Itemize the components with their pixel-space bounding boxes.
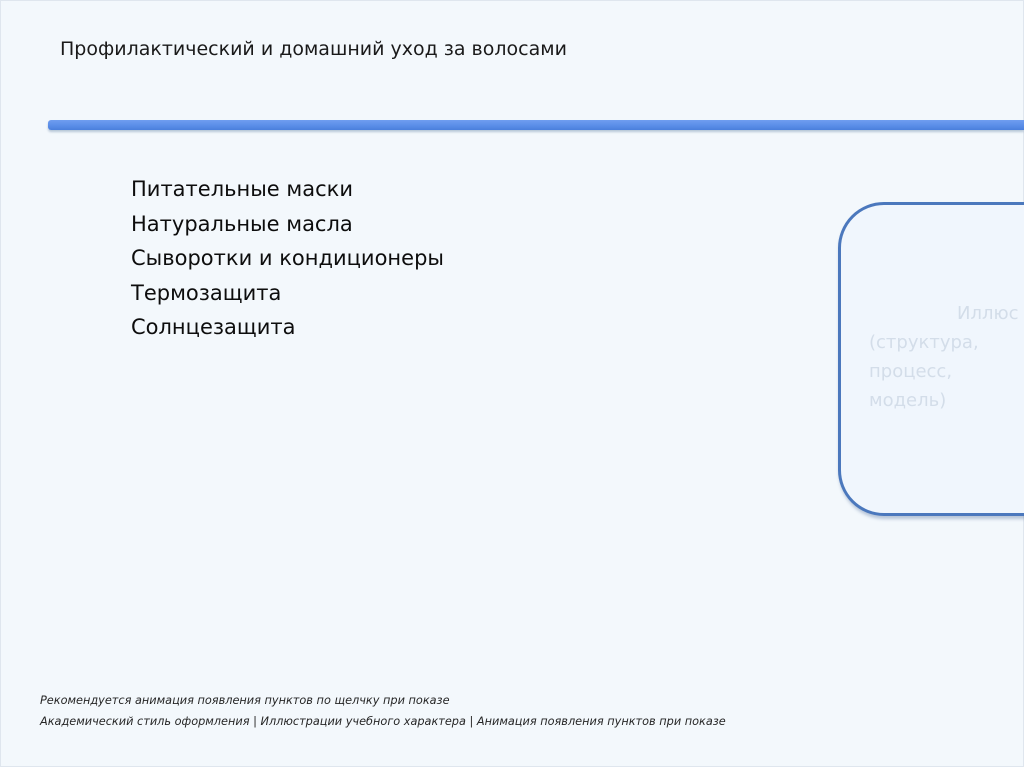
footer-style-note: Академический стиль оформления | Иллюстрации учебного характера | Анимация появления пунктов при показе [40,715,726,728]
bullet-item: Термозащита [131,280,282,305]
illustration-placeholder [838,202,1024,516]
illustration-line: процесс, [869,361,953,382]
footer-note: Рекомендуется анимация появления пунктов по щелчку при показе [40,694,450,707]
illustration-caption [869,299,1024,415]
bullet-list [131,172,444,345]
illustration-line: модель) [869,390,947,411]
slide-footer [40,690,726,732]
slide-title: Профилактический и домашний уход за волосами [60,38,567,60]
illustration-line: Иллюс [957,303,1019,324]
bullet-item: Питательные маски [131,177,353,201]
title-divider [48,120,1024,130]
bullet-item: Натуральные масла [131,211,353,236]
illustration-line: (структура, [869,332,979,353]
bullet-item: Солнцезащита [131,315,296,339]
bullet-item: Сыворотки и кондиционеры [131,246,444,270]
